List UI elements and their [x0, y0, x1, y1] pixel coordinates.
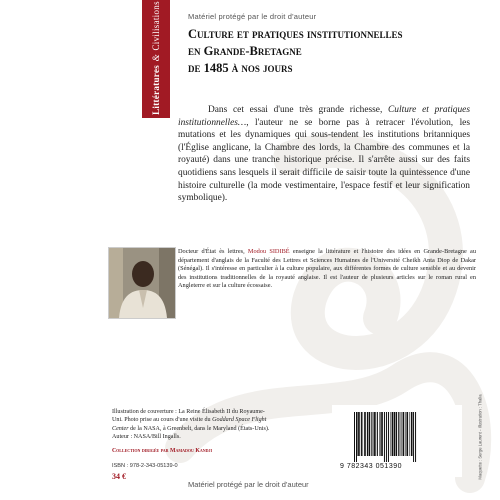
summary-text-2: , l'auteur ne se borne pas à retracer l'évolution, les mutations et les dynamiques qui sous-tendent les institutions britanniques (l'Église anglicane, la Chambre des lords, la Chambre des communes et la royauté) dans une tranche historique précise. Il s'arrête aussi sur des faits quotidiens sans lesquels il serait difficile de saisir toute la quintessence d'une histoire culturelle (la mode vestimentaire, l'espace festif et leur signification symbolique).: [178, 117, 470, 204]
book-title: [188, 26, 488, 77]
summary-text-1: Dans cet essai d'une très grande richesse,: [208, 105, 389, 115]
series-label-part1: Littératures: [151, 64, 161, 115]
summary-title-italic: Culture et pratiques institutionnelles…: [178, 105, 470, 128]
barcode-icon: [352, 412, 452, 462]
isbn: ISBN : 978-2-343-05139-0: [112, 463, 178, 469]
series-label: [151, 1, 161, 115]
book-title-line3: de 1485 à nos jours: [188, 61, 293, 75]
collection-director: Collection dirigée par Mamadou Kandji: [112, 448, 213, 454]
author-portrait-icon: [109, 248, 175, 318]
credit-text-2: de la NASA, à Greenbelt, dans le Maryland (États-Unis). Auteur : NASA/Bill Ingalls.: [112, 425, 270, 440]
book-title-line2: en Grande-Bretagne: [188, 44, 302, 58]
credit-italic: Goddard Space Flight Center: [112, 417, 267, 432]
author-photo: [108, 247, 176, 319]
copyright-notice-top: Matériel protégé par le droit d'auteur: [188, 12, 317, 21]
series-label-part2: Civilisations: [151, 1, 161, 51]
author-bio: [178, 248, 476, 291]
design-credit: Maquette : Serge Laurent - Illustration : Thalia: [477, 394, 483, 480]
cover-illustration-credit: [112, 408, 272, 441]
barcode-digits: 9 782343 051390: [340, 463, 402, 470]
bio-before: Docteur d'État ès lettres,: [178, 248, 248, 255]
copyright-notice-bottom: Matériel protégé par le droit d'auteur: [188, 480, 309, 489]
author-name: Modou SIDIBÉ: [247, 248, 290, 255]
book-summary: [178, 104, 470, 205]
credit-text-1: Illustration de couverture : La Reine Élisabeth II du Royaume-Uni. Photo prise au cours d'une visite du: [112, 409, 265, 424]
series-label-amp: &: [151, 54, 161, 62]
book-title-line1: Culture et pratiques institutionnelles: [188, 27, 403, 41]
price: 34 €: [112, 472, 126, 481]
bio-after: enseigne la littérature et l'histoire des idées en Grande-Bretagne au département d'anglais de la Faculté des Lettres et Sciences Humaines de l'Université Cheikh Anta Diop de Dakar (Sénégal). Il s'intéresse en particulier à la culture populaire, aux différentes formes de culture sensible et au devenir des institutions traditionnelles de la royauté anglaise. Il est l'auteur de plusieurs articles sur le roman rural en Angleterre et sur la culture écossaise.: [178, 248, 476, 290]
